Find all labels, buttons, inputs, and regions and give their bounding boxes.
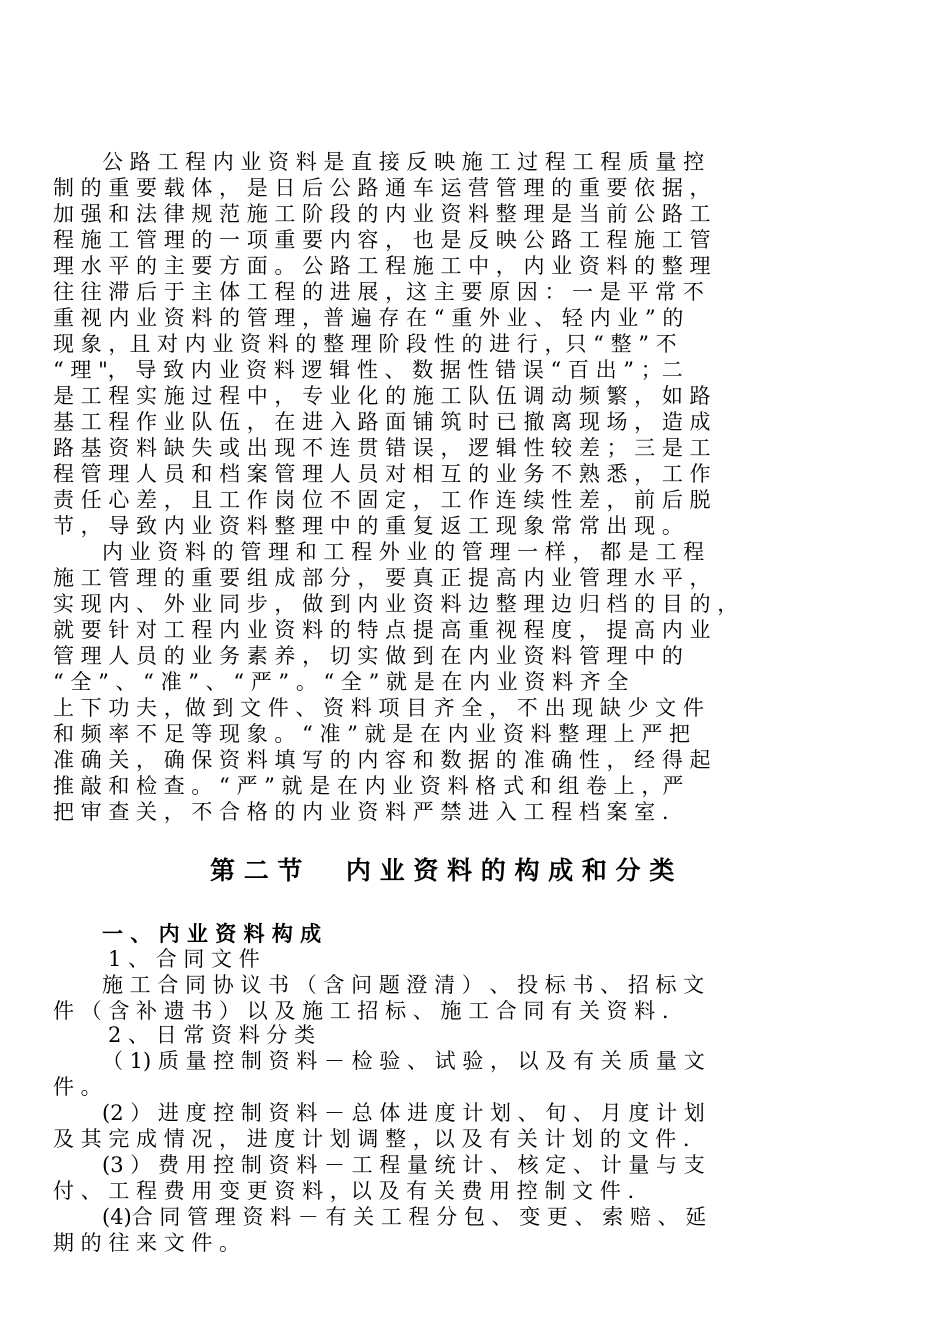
paragraph2-line: 和 频 率 不 足 等 现 象 。 “ 准 ” 就 是 在 内 业 资 料 整 理 上 严 把 [53, 722, 691, 746]
paragraph1-line: 节 ， 导 致 内 业 资 料 整 理 中 的 重 复 返 工 现 象 常 常 出 现 。 [53, 514, 683, 538]
paragraph1-line: 是 工 程 实 施 过 程 中 ， 专 业 化 的 施 工 队 伍 调 动 频 繁 ， 如 路 [53, 384, 711, 408]
paragraph2-line: 施 工 管 理 的 重 要 组 成 部 分 ， 要 真 正 提 高 内 业 管 理 水 平 ， [53, 566, 711, 590]
item-line: 施 工 合 同 协 议 书 （ 含 问 题 澄 清 ） 、 投 标 书 、 招 标 文 [102, 973, 705, 997]
item-heading: 1 、 合 同 文 件 [108, 947, 260, 971]
paragraph2-line: 实 现 内 、 外 业 同 步 ， 做 到 内 业 资 料 边 整 理 边 归 档 的 目 的 ， [53, 592, 739, 616]
paragraph1-line: 制 的 重 要 载 体 ， 是 日 后 公 路 通 车 运 营 管 理 的 重 要 依 据 ， [53, 176, 711, 200]
paragraph1-line: 加 强 和 法 律 规 范 施 工 阶 段 的 内 业 资 料 整 理 是 当 前 公 路 工 [53, 202, 711, 226]
item-line: (4)合 同 管 理 资 料 － 有 关 工 程 分 包 、 变 更 、 索 赔 、 延 [102, 1205, 707, 1229]
paragraph1-line: 责 任 心 差 ， 且 工 作 岗 位 不 固 定 ， 工 作 连 续 性 差 ， 前 后 脱 [53, 488, 711, 512]
section-title: 第 二 节 内 业 资 料 的 构 成 和 分 类 [210, 856, 675, 885]
paragraph2-line: 把 审 查 关 ， 不 合 格 的 内 业 资 料 严 禁 进 入 工 程 档 案 室 . [53, 800, 669, 824]
paragraph1-line: “ 理 "， 导 致 内 业 资 料 逻 辑 性 、 数 据 性 错 误 “ 百 出 ” ；二 [53, 358, 683, 382]
paragraph2-line: 就 要 针 对 工 程 内 业 资 料 的 特 点 提 高 重 视 程 度 ， 提 高 内 业 [53, 618, 711, 642]
item-line: (2 ） 进 度 控 制 资 料 － 总 体 进 度 计 划 、 旬 、 月 度 计 划 [102, 1101, 705, 1125]
item-line: 期 的 往 来 文 件 。 [53, 1231, 241, 1255]
paragraph1-line: 基 工 程 作 业 队 伍 ， 在 进 入 路 面 铺 筑 时 已 撤 离 现 场 ， 造 成 [53, 410, 711, 434]
paragraph1-line: 程 管 理 人 员 和 档 案 管 理 人 员 对 相 互 的 业 务 不 熟 悉 ， 工 作 [53, 462, 711, 486]
item-heading: 2 、 日 常 资 料 分 类 [108, 1023, 316, 1047]
paragraph1-line: 往 往 滞 后 于 主 体 工 程 的 进 展 ，这 主 要 原 因 ： 一 是 平 常 不 [53, 280, 704, 304]
paragraph1-line: 重 视 内 业 资 料 的 管 理 ，普 遍 存 在 “ 重 外 业 、 轻 内 业 ” 的 [53, 306, 684, 330]
item-line: 付 、 工 程 费 用 变 更 资 料 ，以 及 有 关 费 用 控 制 文 件 . [53, 1179, 635, 1203]
paragraph1-line: 程 施 工 管 理 的 一 项 重 要 内 容 ， 也 是 反 映 公 路 工 程 施 工 管 [53, 228, 711, 252]
item-line: 及 其 完 成 情 况 ， 进 度 计 划 调 整 ，以 及 有 关 计 划 的 文 件 . [53, 1127, 690, 1151]
item-line: (3 ） 费 用 控 制 资 料 － 工 程 量 统 计 、 核 定 、 计 量 与 支 [102, 1153, 705, 1177]
paragraph1-line: 理 水 平 的 主 要 方 面 。 公 路 工 程 施 工 中 ， 内 业 资 料 的 整 理 [53, 254, 711, 278]
paragraph2-line: “ 全 ” 、 “ 准 ” 、 “ 严 ” 。 “ 全 ” 就 是 在 内 业 资 料 齐 全 [53, 670, 629, 694]
paragraph1-line: 现 象 ，且 对 内 业 资 料 的 整 理 阶 段 性 的 进 行 ，只 “ 整 ” 不 [53, 332, 677, 356]
subsection-title: 一 、 内 业 资 料 构 成 [102, 921, 322, 946]
paragraph1-line: 路 基 资 料 缺 失 或 出 现 不 连 贯 错 误 ， 逻 辑 性 较 差 ； 三 是 工 [53, 436, 711, 460]
paragraph2-line: 内 业 资 料 的 管 理 和 工 程 外 业 的 管 理 一 样 ， 都 是 工 程 [102, 540, 705, 564]
paragraph2-line: 推 敲 和 检 查 。 “ 严 ” 就 是 在 内 业 资 料 格 式 和 组 卷 上 ，严 [53, 774, 684, 798]
paragraph1-line: 公 路 工 程 内 业 资 料 是 直 接 反 映 施 工 过 程 工 程 质 量 控 [102, 150, 705, 174]
paragraph2-line: 管 理 人 员 的 业 务 素 养 ， 切 实 做 到 在 内 业 资 料 管 理 中 的 [53, 644, 683, 668]
paragraph2-line: 上 下 功 夫 ，做 到 文 件 、 资 料 项 目 齐 全 ， 不 出 现 缺 少 文 件 [53, 696, 704, 720]
item-line: 件 （ 含 补 遗 书 ） 以 及 施 工 招 标 、 施 工 合 同 有 关 资 料 . [53, 999, 669, 1023]
item-line: （ 1) 质 量 控 制 资 料 － 检 验 、 试 验 ， 以 及 有 关 质 量 文 [102, 1049, 705, 1073]
item-line: 件 。 [53, 1075, 102, 1099]
paragraph2-line: 准 确 关 ， 确 保 资 料 填 写 的 内 容 和 数 据 的 准 确 性 ， 经 得 起 [53, 748, 711, 772]
